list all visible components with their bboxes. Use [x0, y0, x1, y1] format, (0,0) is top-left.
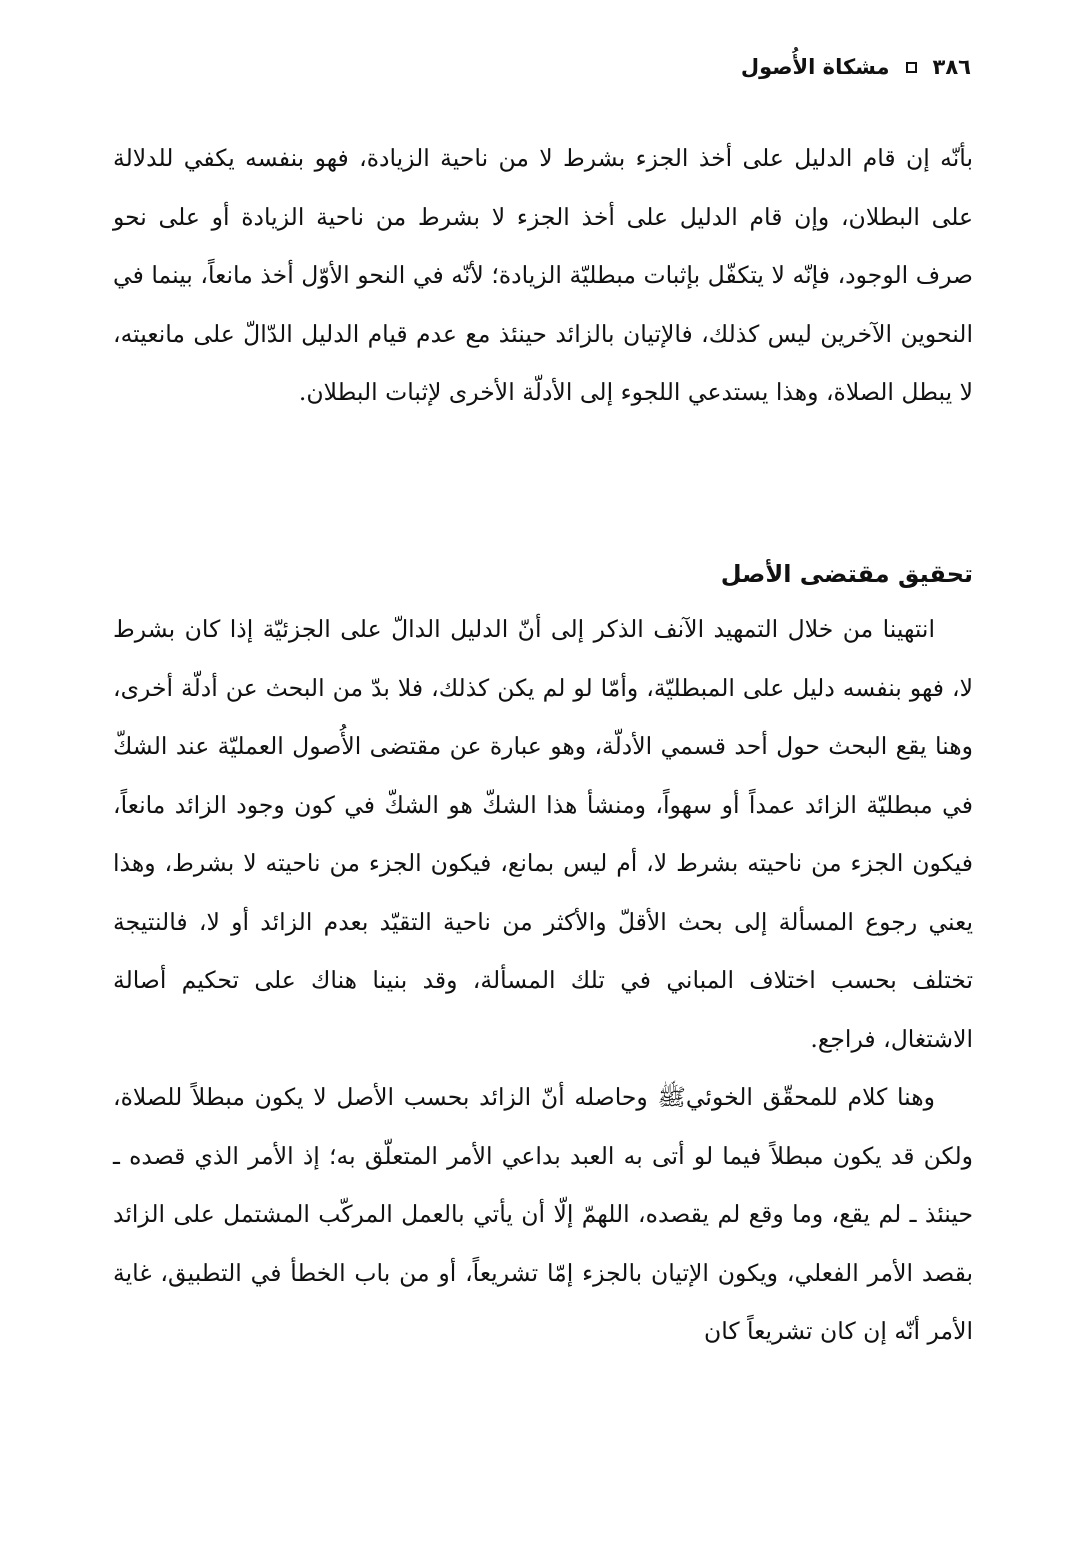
paragraph: وهنا كلام للمحقّق الخوئيﷺ وحاصله أنّ الزائد بحسب الأصل لا يكون مبطلاً للصلاة، ولكن قد يكون مبطلاً فيما لو أتى به العبد بداعي الأمر المتعلّق به؛ إذ الأمر الذي قصده ـ حينئذ ـ لم يقع، وما وقع لم يقصده، اللهمّ إلّا أن يأتي بالعمل المركّب المشتمل على الزائد بقصد الأمر الفعلي، ويكون الإتيان بالجزء إمّا تشريعاً، أو من باب الخطأ في التطبيق، غاية الأمر أنّه إن كان تشريعاً كان	[113, 1083, 973, 1345]
page-number: ٣٨٦	[932, 55, 971, 79]
paragraph: انتهينا من خلال التمهيد الآنف الذكر إلى أنّ الدليل الدالّ على الجزئيّة إذا كان بشرط لا، فهو بنفسه دليل على المبطليّة، وأمّا لو لم يكن كذلك، فلا بدّ من البحث عن أدلّة أخرى، وهنا يقع البحث حول أحد قسمي الأدلّة، وهو عبارة عن مقتضى الأُصول العمليّة عند الشكّ في مبطليّة الزائد عمداً أو سهواً، ومنشأ هذا الشكّ هو الشكّ في كون وجود الزائد مانعاً، فيكون الجزء من ناحيته بشرط لا، أم ليس بمانع، فيكون الجزء من ناحيته لا بشرط، وهذا يعني رجوع المسألة إلى بحث الأقلّ والأكثر من ناحية التقيّد بعدم الزائد أو لا، فالنتيجة تختلف بحسب اختلاف المباني في تلك المسألة، وقد بنينا هناك على تحكيم أصالة الاشتغال، فراجع.	[113, 615, 973, 1053]
continued-text-block	[113, 129, 973, 422]
section-heading: تحقيق مقتضى الأصل	[720, 560, 973, 588]
book-title: مشكاة الأُصول	[740, 55, 890, 79]
header-separator-square-icon	[906, 62, 917, 73]
running-header	[741, 52, 971, 82]
paragraph: بأنّه إن قام الدليل على أخذ الجزء بشرط لا من ناحية الزيادة، فهو بنفسه يكفي للدلالة على البطلان، وإن قام الدليل على أخذ الجزء لا بشرط من ناحية الزيادة أو على نحو صرف الوجود، فإنّه لا يتكفّل بإثبات مبطليّة الزيادة؛ لأنّه في النحو الأوّل أخذ مانعاً، بينما في النحوين الآخرين ليس كذلك، فالإتيان بالزائد حينئذ مع عدم قيام الدليل الدّالّ على مانعيته، لا يبطل الصلاة، وهذا يستدعي اللجوء إلى الأدلّة الأخرى لإثبات البطلان.	[113, 144, 973, 406]
section-body	[113, 600, 973, 1361]
